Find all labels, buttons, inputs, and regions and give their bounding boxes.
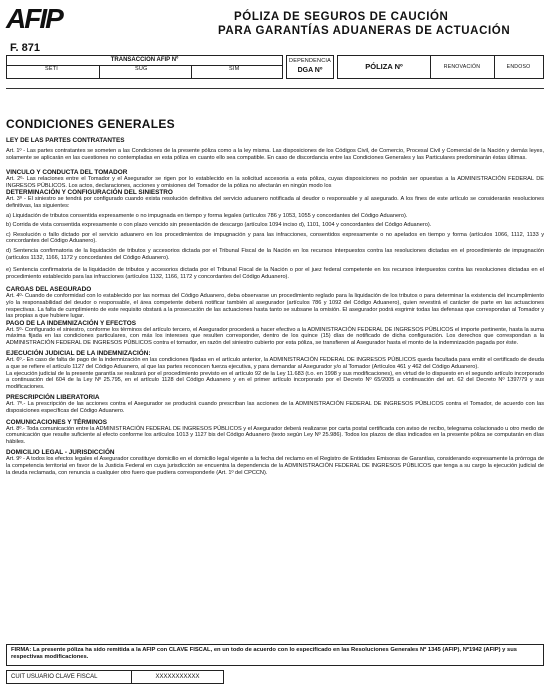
endoso-label: ENDOSO bbox=[506, 64, 531, 70]
dga-label: DGA Nº bbox=[297, 67, 323, 74]
article-7: Art. 7º.- La prescripción de las acciones contra el Asegurador se producirá cuando prescriban las acciones de la ADMINISTRACIÓN FEDERAL DE INGRESOS PÚBLICOS contra el Tomador, de acuerdo con las disposiciones específicas del Código Aduanero. bbox=[6, 401, 544, 415]
dependencia-box bbox=[286, 55, 334, 79]
article-3-item-d: d) Sentencia confirmatoria de la liquidación de tributos y accesorios dictada por el Tribunal Fiscal de la Nación en los recursos interpuestos contra las resoluciones dictadas en el procedimiento de impugnación (artículos 1132, 1166, 1172 y concordantes del Código Aduanero). bbox=[6, 247, 544, 261]
conditions-body bbox=[6, 137, 544, 476]
article-3-item-c: c) Resolución o fallo dictado por el servicio aduanero en los procedimientos de impugnación y para las infracciones, consentidos expresamente o no apelados en tiempo y forma (artículos 1066, 1112, 1133 y concordantes del Código Aduanero). bbox=[6, 231, 544, 245]
divider-top bbox=[6, 88, 544, 89]
heading-determinacion: DETERMINACIÓN Y CONFIGURACIÓN DEL SINIESTRO bbox=[6, 189, 173, 197]
sim-label: SIM bbox=[229, 66, 240, 72]
article-3-item-a: a) Liquidación de tributos consentida expresamente o no impugnada en tiempo y forma legales (artículos 786 y 1053, 1055 y concordantes del Código Aduanero). bbox=[6, 212, 408, 219]
dependencia-label: DEPENDENCIA bbox=[289, 58, 331, 64]
form-number: F. 871 bbox=[10, 42, 40, 54]
heading-ley: LEY DE LAS PARTES CONTRATANTES bbox=[6, 137, 125, 144]
heading-vinculo: VINCULO Y CONDUCTA DEL TOMADOR bbox=[6, 169, 128, 177]
article-3-item-e: e) Sentencia confirmatoria de la liquidación de tributos y accesorios dictada por el Tribunal Fiscal de la Nación o por el juez federal competente en los recursos interpuestos contra las resoluciones dictadas en el procedimiento establecido para las infracciones (artículos 1132, 1166, 1172 y concordantes del Código Aduanero). bbox=[6, 267, 544, 280]
document-title bbox=[218, 10, 548, 38]
poliza-box bbox=[337, 55, 544, 79]
article-1: Art. 1º - Las partes contratantes se someten a las Condiciones de la presente póliza como a la ley misma. Las disposiciones de los Códigos Civil, de Comercio, Procesal Civil y Comercial de la Nación y demás leyes, solamente se aplicarán en las cuestiones no contempladas en esta póliza en cuanto ello sea compatible. En caso de discordancia entre las Condiciones Generales y las Particulares predominarán éstas últimas. bbox=[6, 148, 544, 161]
article-3-item-b: b) Corrida de vista consentida expresamente o con plazo vencido sin presentación de descargo (artículos 1094 inciso d), 1101, 1004 y concordantes del Código Aduanero). bbox=[6, 222, 432, 229]
article-2: Art. 2º- Las relaciones entre el Tomador y el Asegurador se rigen por lo establecido en la solicitud accesoria a esta póliza, cuyas disposiciones no podrán ser opuestas a la ADMINISTRACIÓN FEDERAL DE INGRESOS PÚBLICOS. Los actos, declaraciones, acciones y omisiones del Tomador de la póliza no afectarán en ningún modo los bbox=[6, 176, 544, 189]
heading-prescripcion: PRESCRIPCIÓN LIBERATORIA bbox=[6, 394, 100, 402]
title-line-1: PÓLIZA DE SEGUROS DE CAUCIÓN bbox=[234, 11, 449, 23]
poliza-label: PÓLIZA Nº bbox=[365, 62, 403, 71]
article-6b: La ejecución judicial de la presente garantía se realizará por el procedimiento previsto en el artículo 92 de la Ley 11.683 (t.o. en 1998 y sus modificaciones), en virtud de lo dispuesto en el segundo artículo incorporado a continuación del 604 de la Ley Nº 25.795, en el artículo 1128 del Código Aduanero y en el primer artículo incorporado por el Decreto Nº 65/2005 a continuación del art. 62 del Decreto Nº 1397/79 y sus modificaciones. bbox=[6, 370, 544, 390]
article-8: Art. 8º.- Toda comunicación entre la ADMINISTRACIÓN FEDERAL DE INGRESOS PÚBLICOS y el Asegurador deberá realizarse por carta postal certificada con aviso de recibo, telegrama colacionado u otro medio de comunicación que resulte suficiente al efecto conforme los artículos 1013 y 1127 bis del Código Aduanero (texto según Ley Nº 25.986). Todos los plazos de días indicados en la presente póliza se computarán en días hábiles. bbox=[6, 425, 544, 445]
firma-box bbox=[6, 644, 544, 666]
cuit-value: XXXXXXXXXXX bbox=[132, 670, 224, 684]
cuit-label: CUIT USUARIO CLAVE FISCAL bbox=[6, 670, 132, 684]
heading-pago: PAGO DE LA INDEMNIZACIÓN Y EFECTOS bbox=[6, 319, 136, 327]
heading-domicilio: DOMICILIO LEGAL - JURISDICCIÓN bbox=[6, 449, 115, 457]
heading-comunicaciones: COMUNICACIONES Y TÉRMINOS bbox=[6, 418, 107, 426]
seti-label: SETI bbox=[45, 66, 59, 72]
article-3: Art. 3º - El siniestro se tendrá por configurado cuando exista resolución definitiva del servicio aduanero notificada al deudor o responsable y al asegurado. A los fines de este artículo se considerarán resoluciones definitivas, las siguientes: bbox=[6, 196, 544, 209]
cuit-row bbox=[6, 670, 224, 684]
firma-text: FIRMA: La presente póliza ha sido remitida a la AFIP con CLAVE FISCAL, en un todo de acuerdo con lo especificado en las Resoluciones Generales Nº 1345 (AFIP), Nº1942 (AFIP) y sus respectivas modificaciones. bbox=[11, 647, 517, 660]
title-line-2: PARA GARANTÍAS ADUANERAS DE ACTUACIÓN bbox=[218, 25, 511, 37]
article-4: Art. 4º- Cuando de conformidad con lo establecido por las normas del Código Aduanero, deba observarse un procedimiento reglado para la liquidación de los tributos o para determinar la existencia del incumplimiento y/o la responsabilidad del deudor o responsable, el área competente deberá notificar también al asegurador (artículos 786 y 1092 del Código Aduanero), quien revestirá el carácter de parte en las actuaciones respectivas. La falta de cumplimiento de este requisito obstará a la prosecución de las actuaciones hasta tanto se subsane la omisión. El asegurador podrá esgrimir todas las defensas que correspondan al Tomador y las propias a que hubiere lugar. bbox=[6, 293, 544, 320]
renovacion-label: RENOVACIÓN bbox=[443, 64, 481, 70]
article-5: Art. 5º- Configurado el siniestro, conforme los términos del artículo tercero, el Asegurador procederá a hacer efectivo a la ADMINISTRACIÓN FEDERAL DE INGRESOS PÚBLICOS el importe pertinente, hasta la suma máxima fijada en las condiciones particulares, con más los intereses que resulten corresponder, dentro de los quince (15) días de notificado de dicha configuración. Los derechos que correspondan a la ADMINISTRACIÓN FEDERAL DE INGRESOS PÚBLICOS contra el tomador, en razón del siniestro cubierto por esta póliza, se transfieren al Asegurador hasta el monto de la indemnización pagada por éste. bbox=[6, 326, 544, 346]
heading-ejecucion: EJECUCIÓN JUDICIAL DE LA INDEMNIZACIÓN: bbox=[6, 350, 151, 358]
article-9: Art. 9º - A todos los efectos legales el Asegurador constituye domicilio en el domicilio legal vigente a la fecha del reclamo en el Registro de Entidades Emisoras de Garantías, considerando expresamente la prórroga de la competencia territorial en favor de la Justicia Federal en cuya jurisdicción se encuentra la dependencia de la ADMINISTRACIÓN FEDERAL DE INGRESOS PÚBLICOS que tenga a su cargo la ejecución judicial de la deuda reclamada, con renuncia a cualquier otro fuero que pudiera corresponderle (Art. 1º del CPCCN). bbox=[6, 456, 544, 476]
transaccion-label: TRANSACCIÓN AFIP Nº bbox=[110, 57, 179, 63]
article-6a: Art. 6º.- En caso de falta de pago de la indemnización en las condiciones fijadas en el artículo anterior, la ADMINISTRACIÓN FEDERAL DE INGRESOS PÚBLICOS queda facultada para emitir el certificado de deuda a que se refiere el artículo 1127 del Código Aduanero, al que las partes reconocen fuerza ejecutiva, y para demandar al Asegurador y/o al Tomador (Artículos 461 y 462 del Código Aduanero). bbox=[6, 357, 544, 371]
section-title: CONDICIONES GENERALES bbox=[6, 117, 175, 131]
heading-cargas: CARGAS DEL ASEGURADO bbox=[6, 286, 92, 294]
afip-logo: AFIP bbox=[6, 3, 62, 34]
transaccion-box bbox=[6, 55, 283, 79]
sug-label: SUG bbox=[135, 66, 148, 72]
